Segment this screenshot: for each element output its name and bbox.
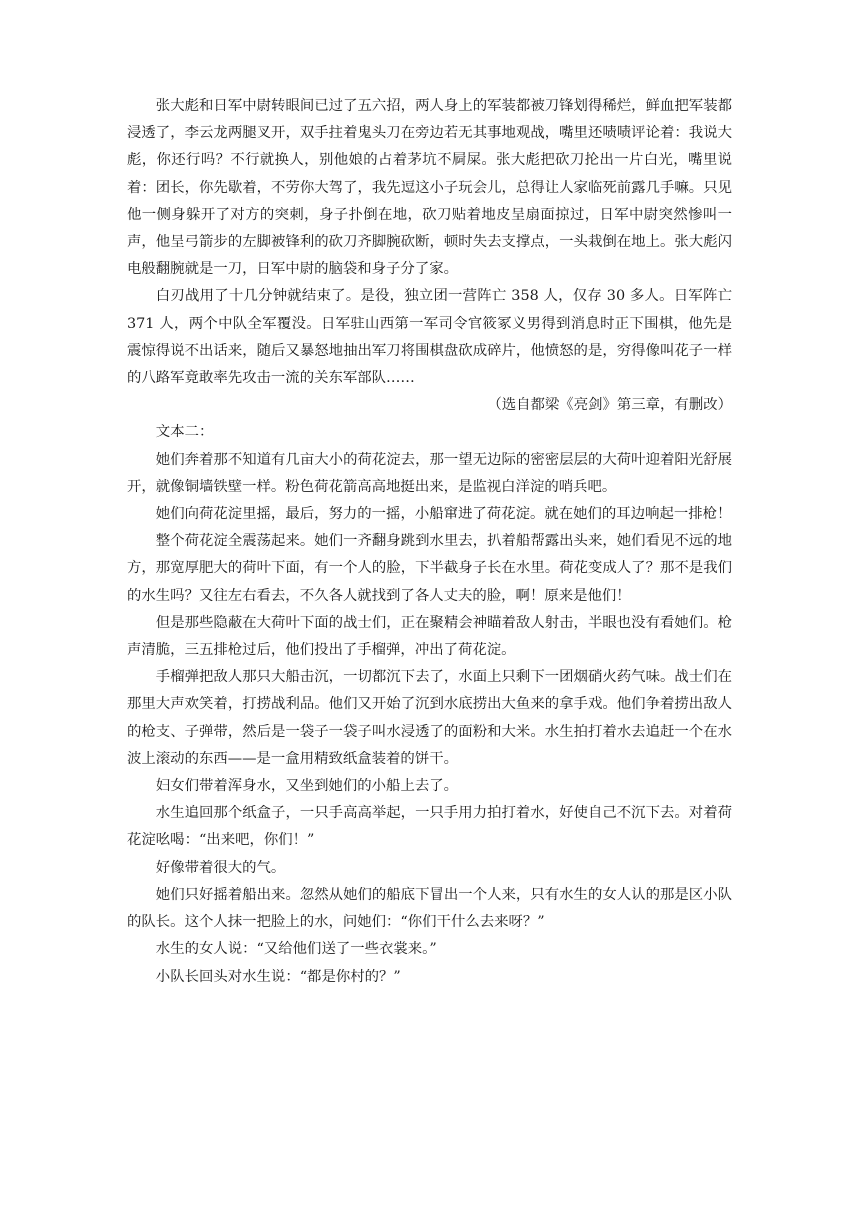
document-body: [127, 93, 732, 991]
text1-paragraph-1: 张大彪和日军中尉转眼间已过了五六招，两人身上的军装都被刀锋划得稀烂，鲜血把军装都浸透了，李云龙两腿叉开，双手拄着鬼头刀在旁边若无其事地观战，嘴里还啧啧评论着：我说大彪，你还行吗？不行就换人，别他娘的占着茅坑不屙屎。张大彪把砍刀抡出一片白光，嘴里说着：团长，你先歇着，不劳你大驾了，我先逗这小子玩会儿，总得让人家临死前露几手嘛。只见他一侧身躲开了对方的突刺，身子扑倒在地，砍刀贴着地皮呈扇面掠过，日军中尉突然惨叫一声，他呈弓箭步的左脚被锋利的砍刀齐脚腕砍断，顿时失去支撑点，一头栽倒在地上。张大彪闪电般翻腕就是一刀，日军中尉的脑袋和身子分了家。: [127, 98, 732, 278]
text2-paragraph-11: 小队长回头对水生说：“都是你村的？”: [155, 968, 401, 985]
text2-paragraph-1: 她们奔着那不知道有几亩大小的荷花淀去，那一望无边际的密密层层的大荷叶迎着阳光舒展开，就像铜墙铁壁一样。粉色荷花箭高高地挺出来，是监视白洋淀的哨兵吧。: [127, 451, 732, 495]
text1-source-citation: （选自都梁《亮剑》第三章，有删改）: [487, 397, 732, 414]
text2-paragraph-2: 她们向荷花淀里摇，最后，努力的一摇，小船窜进了荷花淀。就在她们的耳边响起一排枪！: [155, 506, 732, 523]
text2-paragraph-7: 水生追回那个纸盒子，一只手高高举起，一只手用力拍打着水，好使自己不沉下去。对着荷花淀吆喝：“出来吧，你们！”: [127, 805, 732, 849]
text2-section-label: 文本二：: [155, 424, 214, 441]
text2-paragraph-9: 她们只好摇着船出来。忽然从她们的船底下冒出一个人来，只有水生的女人认的那是区小队的队长。这个人抹一把脸上的水，问她们：“你们干什么去来呀？”: [127, 886, 732, 931]
text2-paragraph-3: 整个荷花淀全震荡起来。她们一齐翻身跳到水里去，扒着船帮露出头来，她们看见不远的地方，那宽厚肥大的荷叶下面，有一个人的脸，下半截身子长在水里。荷花变成人了？那不是我们的水生吗？又往左右看去，不久各人就找到了各人丈夫的脸，啊！原来是他们！: [127, 533, 732, 604]
text2-paragraph-8: 好像带着很大的气。: [155, 859, 286, 876]
text2-paragraph-6: 妇女们带着浑身水，又坐到她们的小船上去了。: [155, 778, 459, 795]
text2-paragraph-5: 手榴弹把敌人那只大船击沉，一切都沉下去了，水面上只剩下一团烟硝火药气味。战士们在那里大声欢笑着，打捞战利品。他们又开始了沉到水底捞出大鱼来的拿手戏。他们争着捞出敌人的枪支、子弹带，然后是一袋子一袋子叫水浸透了的面粉和大米。水生拍打着水去追赶一个在水波上滚动的东西——是一盒用精致纸盒装着的饼干。: [127, 669, 732, 767]
text1-paragraph-2: 白刃战用了十几分钟就结束了。是役，独立团一营阵亡 358 人，仅存 30 多人。日军阵亡 371 人，两个中队全军覆没。日军驻山西第一军司令官筱冢义男得到消息时正下围棋，他先是震惊得说不出话来，随后又暴怒地抽出军刀将围棋盘砍成碎片，他愤怒的是，穷得像叫花子一样的八路军竟敢率先攻击一流的关东军部队……: [127, 288, 732, 387]
text2-paragraph-10: 水生的女人说：“又给他们送了一些衣裳来。”: [155, 941, 437, 958]
text2-paragraph-4: 但是那些隐蔽在大荷叶下面的战士们，正在聚精会神瞄着敌人射击，半眼也没有看她们。枪声清脆，三五排枪过后，他们投出了手榴弹，冲出了荷花淀。: [127, 614, 732, 659]
